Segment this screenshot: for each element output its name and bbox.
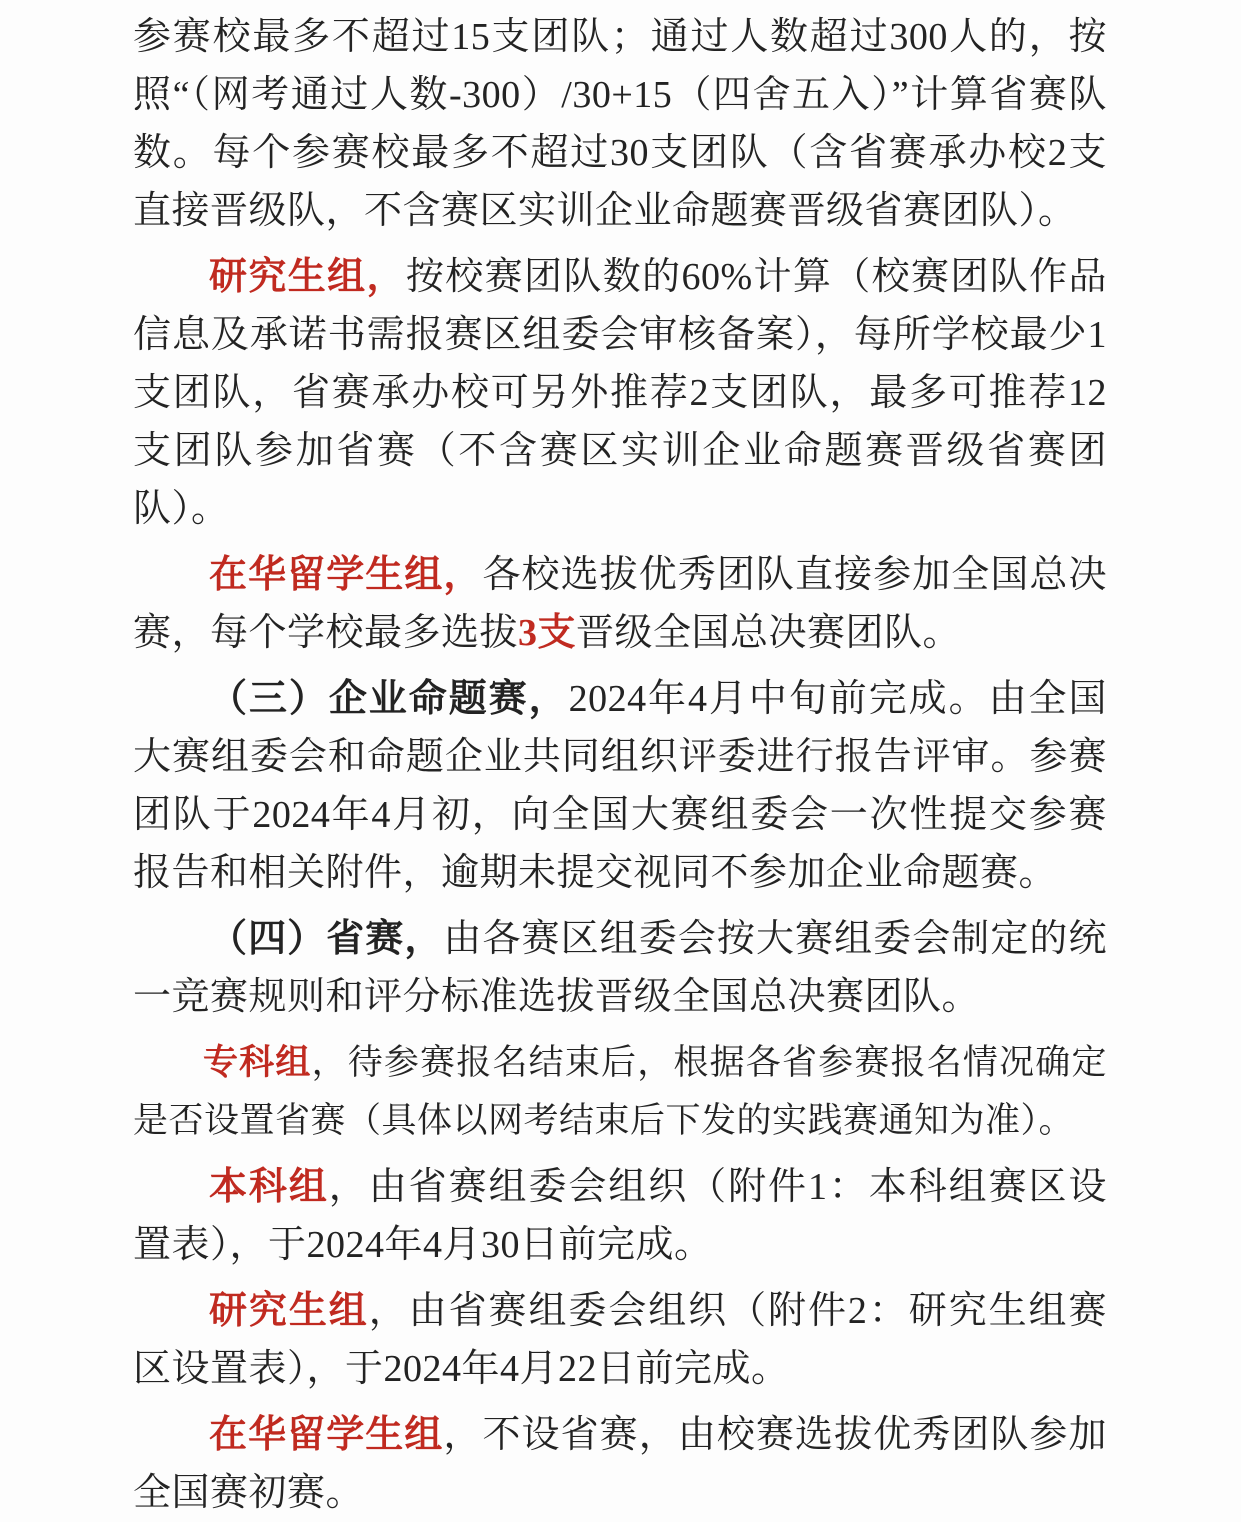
text-run: 参赛校最多不超过15支团队；通过人数超过300人的，按照“（网考通过人数-300）/30+15（四舍五入）”计算省赛队数。每个参赛校最多不超过30支团队（含省赛承办校2支直接晋级队，不含赛区实训企业命题赛晋级省赛团队）。 [133, 16, 1107, 232]
text-run: ，待参赛报名结束后，根据各省参赛报名情况确定是否设置省赛（具体以网考结束后下发的实践赛通知为准）。 [133, 1043, 1107, 1140]
text-run-red-bold: 本科组 [209, 1166, 329, 1208]
text-run: ，不设省赛，由校赛选拔优秀团队参加全国赛初赛。 [133, 1414, 1107, 1514]
paragraph [133, 1406, 1107, 1522]
paragraph [133, 670, 1107, 902]
document-body [133, 8, 1107, 1522]
text-run-red-bold: 在华留学生组 [209, 1414, 444, 1456]
text-run: ，由省赛组委会组织（附件2：研究生组赛区设置表），于2024年4月22日前完成。 [133, 1290, 1107, 1390]
text-run: 2024年4月中旬前完成。由全国大赛组委会和命题企业共同组织评委进行报告评审。参赛团队于2024年4月初，向全国大赛组委会一次性提交参赛报告和相关附件，逾期未提交视同不参加企业命题赛。 [133, 678, 1107, 894]
paragraph [133, 1282, 1107, 1398]
paragraph [133, 248, 1107, 538]
paragraph [133, 546, 1107, 662]
paragraph [133, 1158, 1107, 1274]
text-run-bold: （四）省赛， [209, 918, 444, 960]
paragraph [133, 1034, 1107, 1150]
text-run: 由各赛区组委会按大赛组委会制定的统一竞赛规则和评分标准选拔晋级全国总决赛团队。 [133, 918, 1107, 1018]
text-run: 晋级全国总决赛团队。 [576, 612, 962, 654]
text-run-bold: （三）企业命题赛， [209, 678, 569, 720]
text-run: 按校赛团队数的60%计算（校赛团队作品信息及承诺书需报赛区组委会审核备案），每所学校最少1支团队，省赛承办校可另外推荐2支团队，最多可推荐12支团队参加省赛（不含赛区实训企业命题赛晋级省赛团队）。 [133, 256, 1107, 530]
text-run-red-bold: 专科组 [203, 1043, 312, 1082]
text-run-red-bold: 研究生组， [209, 256, 406, 298]
text-run: 各校选拔优秀团队直接参加全国总决赛，每个学校最多选拔 [133, 554, 1107, 654]
paragraph [133, 8, 1107, 240]
text-run: ，由省赛组委会组织（附件1：本科组赛区设置表），于2024年4月30日前完成。 [133, 1166, 1107, 1266]
text-run-red-bold: 3支 [518, 612, 577, 654]
paragraph [133, 910, 1107, 1026]
text-run-red-bold: 在华留学生组， [209, 554, 483, 596]
text-run-red-bold: 研究生组 [209, 1290, 369, 1332]
